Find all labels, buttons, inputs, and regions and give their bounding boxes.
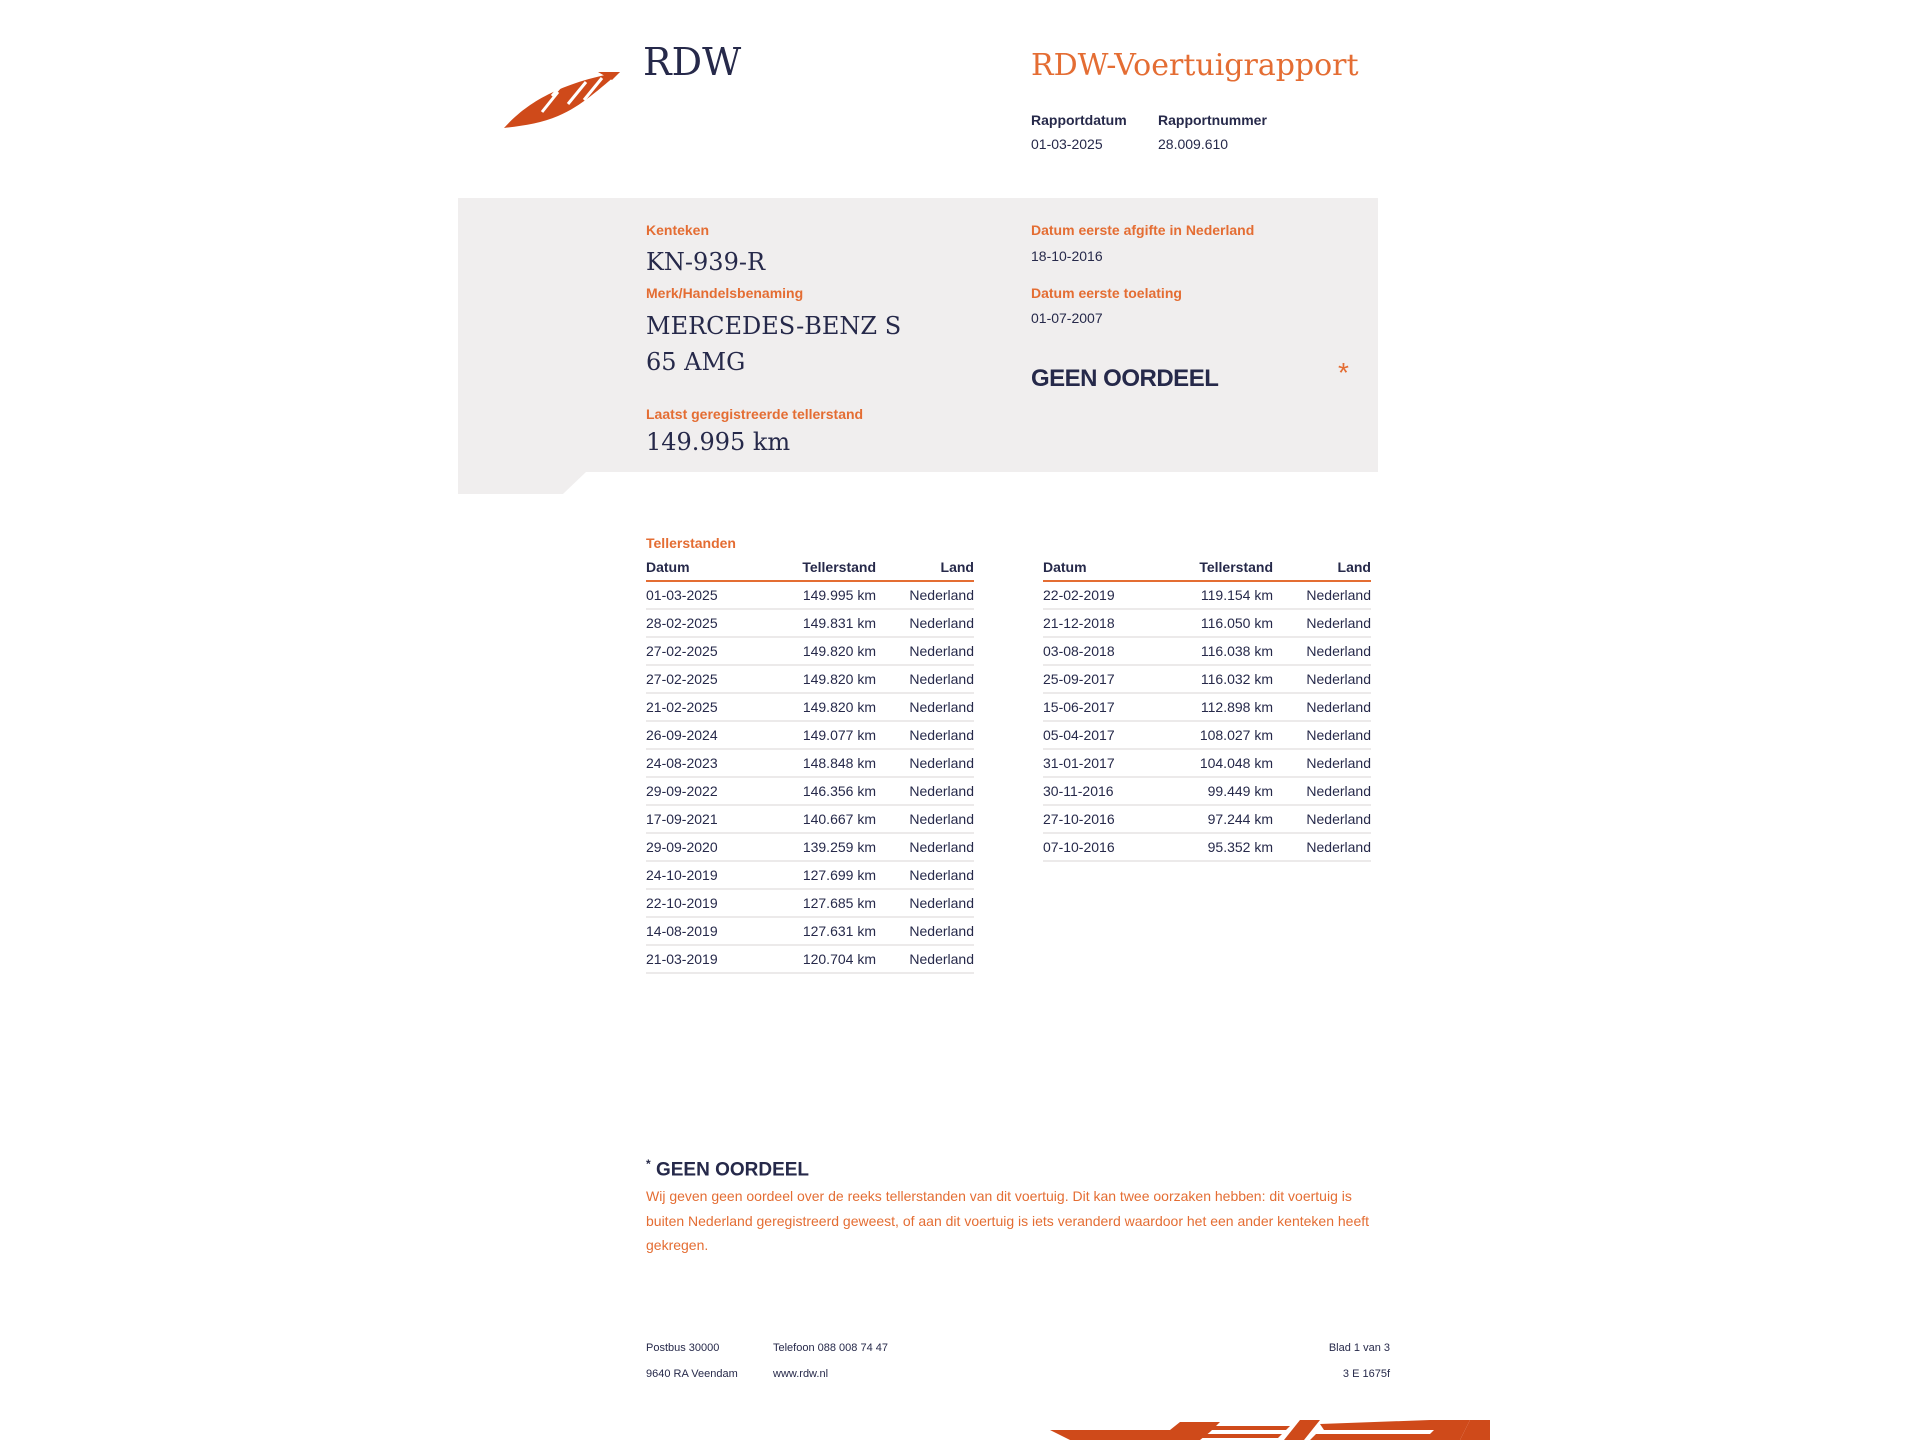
table-header-row [646,556,974,581]
cell-country: Nederland [1273,721,1371,749]
cell-date: 22-02-2019 [1043,581,1163,609]
table-header-row [1043,556,1371,581]
cell-date: 05-04-2017 [1043,721,1163,749]
cell-date: 26-09-2024 [646,721,766,749]
cell-country: Nederland [876,777,974,805]
first-nl-value: 18-10-2016 [1031,248,1103,264]
note-text: Wij geven geen oordeel over de reeks tellerstanden van dit voertuig. Dit kan twee oorzaken hebben: dit voertuig is buiten Nederland geregistreerd geweest, of aan dit voertuig is iets veranderd waardoor het een ander kenteken heeft gekregen. [646,1188,1370,1253]
footer-phone: Telefoon 088 008 74 47 [773,1342,888,1354]
plate-label: Kenteken [646,222,710,238]
table-row [1043,805,1371,833]
table-row [646,581,974,609]
rdw-logo-icon [502,66,630,130]
table-row [646,889,974,917]
odometer-title: Tellerstanden [646,535,736,551]
last-odometer-label: Laatst geregistreerde tellerstand [646,406,864,422]
cell-date: 24-10-2019 [646,861,766,889]
cell-country: Nederland [1273,805,1371,833]
report-number: 28.009.610 [1158,136,1229,152]
footer-postbus: Postbus 30000 [646,1342,720,1354]
table-row [646,777,974,805]
cell-date: 17-09-2021 [646,805,766,833]
cell-country: Nederland [1273,693,1371,721]
footer-code: 3 E 1675f [1342,1368,1390,1380]
cell-odometer: 116.050 km [1163,609,1273,637]
report-number-label: Rapportnummer [1158,112,1267,128]
verdict-asterisk: * [1338,357,1349,388]
cell-country: Nederland [876,889,974,917]
cell-country: Nederland [1273,833,1371,861]
cell-odometer: 148.848 km [766,749,876,777]
cell-odometer: 99.449 km [1163,777,1273,805]
table-row [646,721,974,749]
cell-date: 30-11-2016 [1043,777,1163,805]
cell-date: 03-08-2018 [1043,637,1163,665]
cell-odometer: 112.898 km [1163,693,1273,721]
cell-country: Nederland [876,917,974,945]
column-header-country: Land [876,556,974,581]
table-row [1043,581,1371,609]
table-row [1043,637,1371,665]
plate-value: KN-939-R [646,248,766,276]
cell-country: Nederland [876,581,974,609]
cell-country: Nederland [876,945,974,973]
make-line-1: MERCEDES-BENZ S [646,312,902,340]
odometer-table-left [646,556,974,974]
cell-date: 29-09-2020 [646,833,766,861]
note-title-text: GEEN OORDEEL [655,1159,810,1181]
report-date-label: Rapportdatum [1031,112,1127,128]
column-header-country: Land [1273,556,1371,581]
cell-odometer: 116.032 km [1163,665,1273,693]
table-row [1043,609,1371,637]
footer-postcode: 9640 RA Veendam [646,1368,738,1380]
cell-odometer: 149.820 km [766,637,876,665]
cell-odometer: 127.699 km [766,861,876,889]
cell-date: 29-09-2022 [646,777,766,805]
cell-country: Nederland [876,721,974,749]
summary-panel-tab [458,472,586,494]
cell-date: 14-08-2019 [646,917,766,945]
table-row [1043,693,1371,721]
cell-odometer: 97.244 km [1163,805,1273,833]
cell-country: Nederland [876,805,974,833]
table-row [646,945,974,973]
cell-date: 27-02-2025 [646,665,766,693]
first-admission-value: 01-07-2007 [1031,310,1103,326]
note-marker: * [646,1157,651,1171]
make-line-2: 65 AMG [646,348,746,376]
report-title: RDW-Voertuigrapport [1031,48,1359,83]
cell-odometer: 127.631 km [766,917,876,945]
cell-date: 01-03-2025 [646,581,766,609]
table-row [1043,665,1371,693]
cell-country: Nederland [1273,637,1371,665]
cell-country: Nederland [876,693,974,721]
cell-odometer: 120.704 km [766,945,876,973]
table-row [646,749,974,777]
table-row [646,917,974,945]
cell-date: 31-01-2017 [1043,749,1163,777]
footer-web-link[interactable]: www.rdw.nl [773,1368,829,1380]
cell-odometer: 119.154 km [1163,581,1273,609]
column-header-odometer: Tellerstand [766,556,876,581]
cell-country: Nederland [876,609,974,637]
verdict: GEEN OORDEEL [1031,365,1219,392]
table-row [1043,749,1371,777]
cell-odometer: 149.077 km [766,721,876,749]
footer-page: Blad 1 van 3 [1328,1342,1390,1354]
table-row [646,833,974,861]
table-row [1043,833,1371,861]
cell-country: Nederland [876,861,974,889]
table-row [646,665,974,693]
cell-date: 15-06-2017 [1043,693,1163,721]
table-row [646,637,974,665]
last-odometer-value: 149.995 km [646,428,791,456]
cell-date: 27-10-2016 [1043,805,1163,833]
note-title [646,1157,809,1181]
table-row [646,861,974,889]
cell-country: Nederland [876,637,974,665]
cell-odometer: 140.667 km [766,805,876,833]
table-row [1043,777,1371,805]
logo-text: RDW [643,40,742,84]
cell-date: 22-10-2019 [646,889,766,917]
column-header-odometer: Tellerstand [1163,556,1273,581]
cell-date: 28-02-2025 [646,609,766,637]
cell-country: Nederland [876,665,974,693]
cell-country: Nederland [1273,749,1371,777]
odometer-rows-right [1043,581,1371,861]
report-date: 01-03-2025 [1031,136,1103,152]
cell-date: 21-03-2019 [646,945,766,973]
cell-country: Nederland [1273,665,1371,693]
column-header-date: Datum [646,556,766,581]
odometer-rows-left [646,581,974,973]
cell-odometer: 104.048 km [1163,749,1273,777]
cell-odometer: 146.356 km [766,777,876,805]
table-row [646,693,974,721]
cell-odometer: 108.027 km [1163,721,1273,749]
first-nl-label: Datum eerste afgifte in Nederland [1031,222,1255,238]
summary-panel [458,198,1378,472]
cell-odometer: 95.352 km [1163,833,1273,861]
cell-country: Nederland [1273,581,1371,609]
cell-date: 07-10-2016 [1043,833,1163,861]
cell-odometer: 149.831 km [766,609,876,637]
odometer-table-right [1043,556,1371,862]
cell-country: Nederland [876,749,974,777]
table-row [646,609,974,637]
cell-country: Nederland [876,833,974,861]
cell-date: 27-02-2025 [646,637,766,665]
cell-odometer: 149.820 km [766,665,876,693]
cell-date: 21-02-2025 [646,693,766,721]
cell-odometer: 149.995 km [766,581,876,609]
table-row [1043,721,1371,749]
table-row [646,805,974,833]
cell-date: 24-08-2023 [646,749,766,777]
cell-date: 25-09-2017 [1043,665,1163,693]
first-admission-label: Datum eerste toelating [1031,285,1182,301]
column-header-date: Datum [1043,556,1163,581]
cell-country: Nederland [1273,777,1371,805]
cell-odometer: 149.820 km [766,693,876,721]
cell-country: Nederland [1273,609,1371,637]
cell-odometer: 127.685 km [766,889,876,917]
decorative-stripes-icon [1050,1418,1490,1440]
make-label: Merk/Handelsbenaming [646,285,804,301]
cell-odometer: 116.038 km [1163,637,1273,665]
cell-date: 21-12-2018 [1043,609,1163,637]
cell-odometer: 139.259 km [766,833,876,861]
